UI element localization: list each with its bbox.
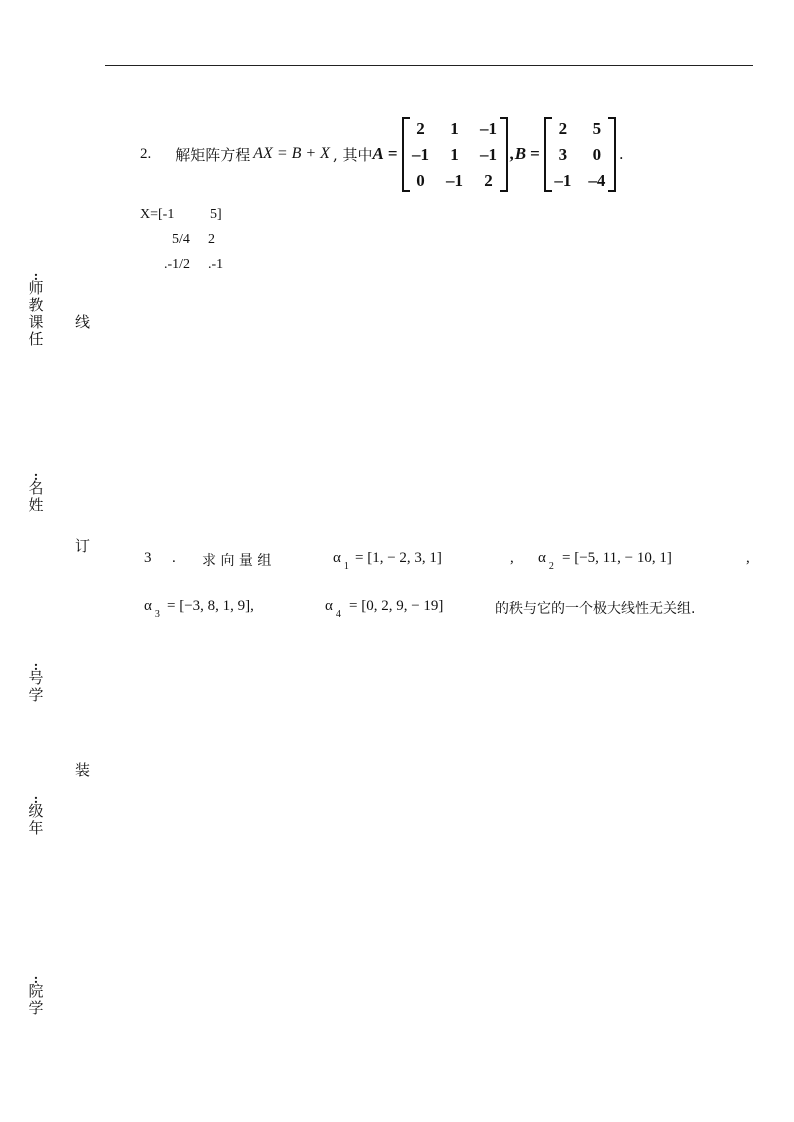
matrix-b-label: B xyxy=(514,144,527,163)
alpha-2-value: = [−5, 11, − 10, 1] xyxy=(562,550,672,566)
label-dots: : xyxy=(33,972,39,986)
alpha-3 xyxy=(144,598,160,620)
label-text: 院 学 xyxy=(28,982,44,1017)
problem-number: 2. xyxy=(140,145,152,162)
alpha-1 xyxy=(333,550,349,572)
matrix-cell: –1 xyxy=(480,118,498,138)
problem-3-number: 3 xyxy=(144,550,152,566)
label-dots: : xyxy=(33,269,39,283)
side-label-college xyxy=(27,972,45,1017)
matrix-equation: AX = B + X xyxy=(253,145,330,162)
label-dots: : xyxy=(33,469,39,483)
label-dots: : xyxy=(33,792,39,806)
matrix-cell: –1 xyxy=(412,144,430,164)
matrix-b xyxy=(544,117,616,192)
problem-2 xyxy=(140,113,624,195)
matrix-cell: 0 xyxy=(592,144,602,164)
answer-line-3-right: .-1 xyxy=(208,257,224,272)
side-label-grade xyxy=(27,792,45,837)
answer-line-2-right: 2 xyxy=(208,232,215,247)
matrix-cell: 0 xyxy=(416,170,425,190)
alpha-4 xyxy=(325,598,341,620)
alpha-1-value: = [1, − 2, 3, 1] xyxy=(355,550,442,566)
label-text: 师 教 课 任 xyxy=(28,279,44,348)
side-label-student-id xyxy=(27,659,45,704)
answer-line-1-left: X=[-1 xyxy=(140,207,175,222)
label-text: 号 学 xyxy=(28,669,44,704)
matrix-cell: –4 xyxy=(588,170,606,190)
answer-line-3-left: .-1/2 xyxy=(164,257,191,272)
answer-line-1-right: 5] xyxy=(210,207,222,222)
period: . xyxy=(618,145,624,163)
side-label-name xyxy=(27,469,45,514)
matrix-cell: 5 xyxy=(592,118,602,138)
answer-line-2-left: 5/4 xyxy=(172,232,190,247)
matrix-cell: 1 xyxy=(450,118,459,138)
label-text: 名 姓 xyxy=(28,479,44,514)
binding-bind-char: 装 xyxy=(75,761,91,779)
binding-staple-char: 订 xyxy=(75,537,91,555)
equals-sign: = xyxy=(530,144,540,163)
alpha-subscript: 1 xyxy=(343,561,349,572)
alpha-subscript: 4 xyxy=(335,609,341,620)
matrix-cell: –1 xyxy=(446,170,464,190)
alpha-subscript: 3 xyxy=(154,609,160,620)
problem-3-dot: . xyxy=(172,550,176,566)
matrix-cell: 2 xyxy=(484,170,493,190)
side-label-teacher xyxy=(27,269,45,348)
header-rule xyxy=(105,65,753,66)
alpha-3-value: = [−3, 8, 1, 9], xyxy=(167,598,254,614)
alpha-symbol: α xyxy=(538,550,546,566)
matrix-cell: –1 xyxy=(480,144,498,164)
alpha-subscript: 2 xyxy=(548,561,554,572)
alpha-symbol: α xyxy=(333,550,341,566)
problem-text: 解矩阵方程 xyxy=(175,145,251,164)
label-text: 级 年 xyxy=(28,802,44,837)
alpha-symbol: α xyxy=(144,598,152,614)
matrix-a-label: A xyxy=(372,144,384,163)
label-dots: : xyxy=(33,659,39,673)
problem-3-text: 求 向 量 组 xyxy=(202,553,272,569)
alpha-symbol: α xyxy=(325,598,333,614)
alpha-2 xyxy=(538,550,554,572)
problem-3-tail: 的秩与它的一个极大线性无关组. xyxy=(495,601,696,617)
matrix-cell: 1 xyxy=(450,144,459,164)
matrix-cell: 2 xyxy=(416,118,425,138)
matrix-cell: 2 xyxy=(558,118,568,138)
separator: , xyxy=(510,550,514,566)
binding-line-char: 线 xyxy=(75,313,91,331)
matrix-cell: –1 xyxy=(554,170,572,190)
matrix-cell: 3 xyxy=(558,144,568,164)
separator: , xyxy=(746,550,750,566)
comma: , xyxy=(509,144,514,163)
equals-sign: = xyxy=(387,144,398,163)
alpha-4-value: = [0, 2, 9, − 19] xyxy=(349,598,444,614)
matrix-a xyxy=(402,117,508,192)
where-text: , 其中 xyxy=(332,145,373,164)
